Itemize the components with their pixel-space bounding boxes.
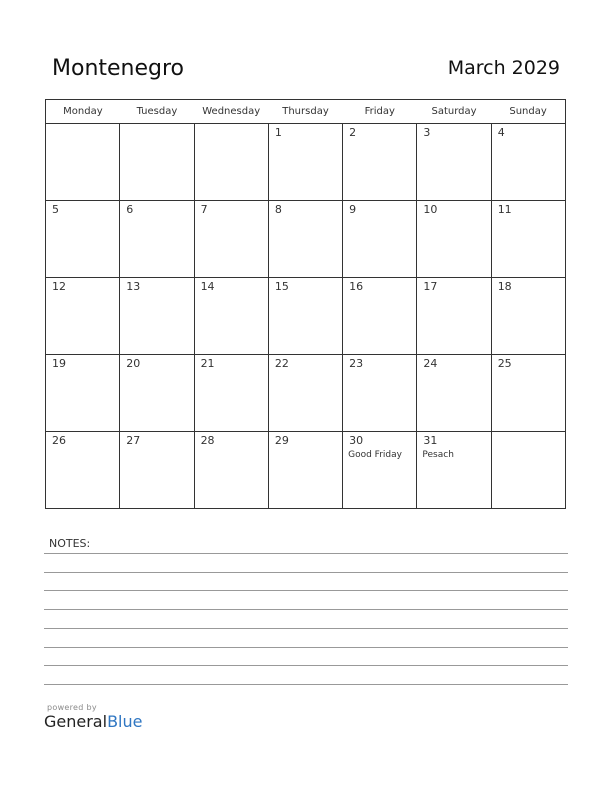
day-number: 13 <box>126 280 141 293</box>
day-cell <box>268 124 342 201</box>
week-row <box>46 124 566 201</box>
day-number: 17 <box>423 280 438 293</box>
day-number: 18 <box>497 280 512 293</box>
day-number: 23 <box>349 357 364 370</box>
day-number: 21 <box>200 357 215 370</box>
note-line <box>44 628 568 629</box>
note-line <box>44 684 568 685</box>
brand-general-text: General <box>44 712 108 731</box>
day-cell <box>46 432 120 509</box>
day-cell <box>343 278 417 355</box>
weekday-header: Friday <box>343 100 417 124</box>
day-cell <box>194 432 268 509</box>
day-number: 11 <box>497 203 512 216</box>
holiday-label: Pesach <box>422 450 454 460</box>
note-line <box>44 590 568 591</box>
day-cell <box>343 124 417 201</box>
day-number: 26 <box>52 434 66 447</box>
day-cell <box>268 355 342 432</box>
note-line <box>44 553 568 554</box>
day-number: 1 <box>274 126 282 139</box>
day-number: 16 <box>349 280 364 293</box>
brand-blue-text: Blue <box>107 712 143 731</box>
day-cell <box>194 124 268 201</box>
brand-logo <box>44 703 142 731</box>
day-number: 31 <box>423 434 438 447</box>
day-number: 3 <box>423 126 431 139</box>
day-number: 20 <box>126 357 141 370</box>
month-title: March 2029 <box>447 57 560 79</box>
day-cell <box>46 124 120 201</box>
note-line <box>44 647 568 648</box>
day-number: 4 <box>497 126 505 139</box>
weekday-header: Sunday <box>491 100 565 124</box>
day-number: 28 <box>200 434 215 447</box>
day-cell <box>120 432 194 509</box>
day-cell <box>120 124 194 201</box>
country-title: Montenegro <box>52 56 185 81</box>
week-row <box>46 432 566 509</box>
day-number: 29 <box>274 434 289 447</box>
day-number: 5 <box>52 203 59 216</box>
day-cell <box>120 278 194 355</box>
day-number: 8 <box>274 203 282 216</box>
day-cell-holiday <box>417 432 491 509</box>
day-number: 12 <box>52 280 66 293</box>
note-line <box>44 572 568 573</box>
day-cell <box>491 278 565 355</box>
day-number: 14 <box>200 280 215 293</box>
day-cell <box>120 355 194 432</box>
brand-name <box>44 712 142 731</box>
day-number: 6 <box>126 203 134 216</box>
day-cell <box>268 432 342 509</box>
day-cell <box>417 355 491 432</box>
week-row <box>46 201 566 278</box>
day-cell <box>491 432 565 509</box>
day-number: 15 <box>274 280 289 293</box>
day-number: 25 <box>497 357 512 370</box>
weekday-header: Saturday <box>417 100 491 124</box>
day-number: 10 <box>423 203 438 216</box>
day-number: 27 <box>126 434 141 447</box>
day-number: 19 <box>52 357 66 370</box>
week-row <box>46 355 566 432</box>
day-number: 22 <box>274 357 289 370</box>
day-cell <box>268 278 342 355</box>
day-cell <box>417 124 491 201</box>
note-line <box>44 609 568 610</box>
day-cell <box>46 278 120 355</box>
holiday-label: Good Friday <box>348 450 402 460</box>
powered-by-text: powered by <box>47 703 97 712</box>
day-number: 9 <box>349 203 357 216</box>
day-number: 30 <box>349 434 364 447</box>
day-cell <box>491 201 565 278</box>
day-cell <box>120 201 194 278</box>
weekday-header-row <box>46 100 566 124</box>
weekday-header: Monday <box>46 100 120 124</box>
day-cell <box>194 278 268 355</box>
week-row <box>46 278 566 355</box>
day-cell <box>417 278 491 355</box>
day-number: 2 <box>349 126 357 139</box>
day-cell-holiday <box>343 432 417 509</box>
day-number: 24 <box>423 357 438 370</box>
weekday-header: Tuesday <box>120 100 194 124</box>
day-cell <box>491 355 565 432</box>
calendar-grid <box>45 99 566 509</box>
day-cell <box>194 201 268 278</box>
notes-label: NOTES: <box>49 537 91 550</box>
day-cell <box>343 355 417 432</box>
day-cell <box>491 124 565 201</box>
day-cell <box>46 201 120 278</box>
weekday-header: Wednesday <box>194 100 268 124</box>
day-cell <box>268 201 342 278</box>
weekday-header: Thursday <box>268 100 342 124</box>
day-cell <box>194 355 268 432</box>
day-cell <box>417 201 491 278</box>
day-cell <box>46 355 120 432</box>
day-number: 7 <box>200 203 208 216</box>
note-line <box>44 665 568 666</box>
day-cell <box>343 201 417 278</box>
